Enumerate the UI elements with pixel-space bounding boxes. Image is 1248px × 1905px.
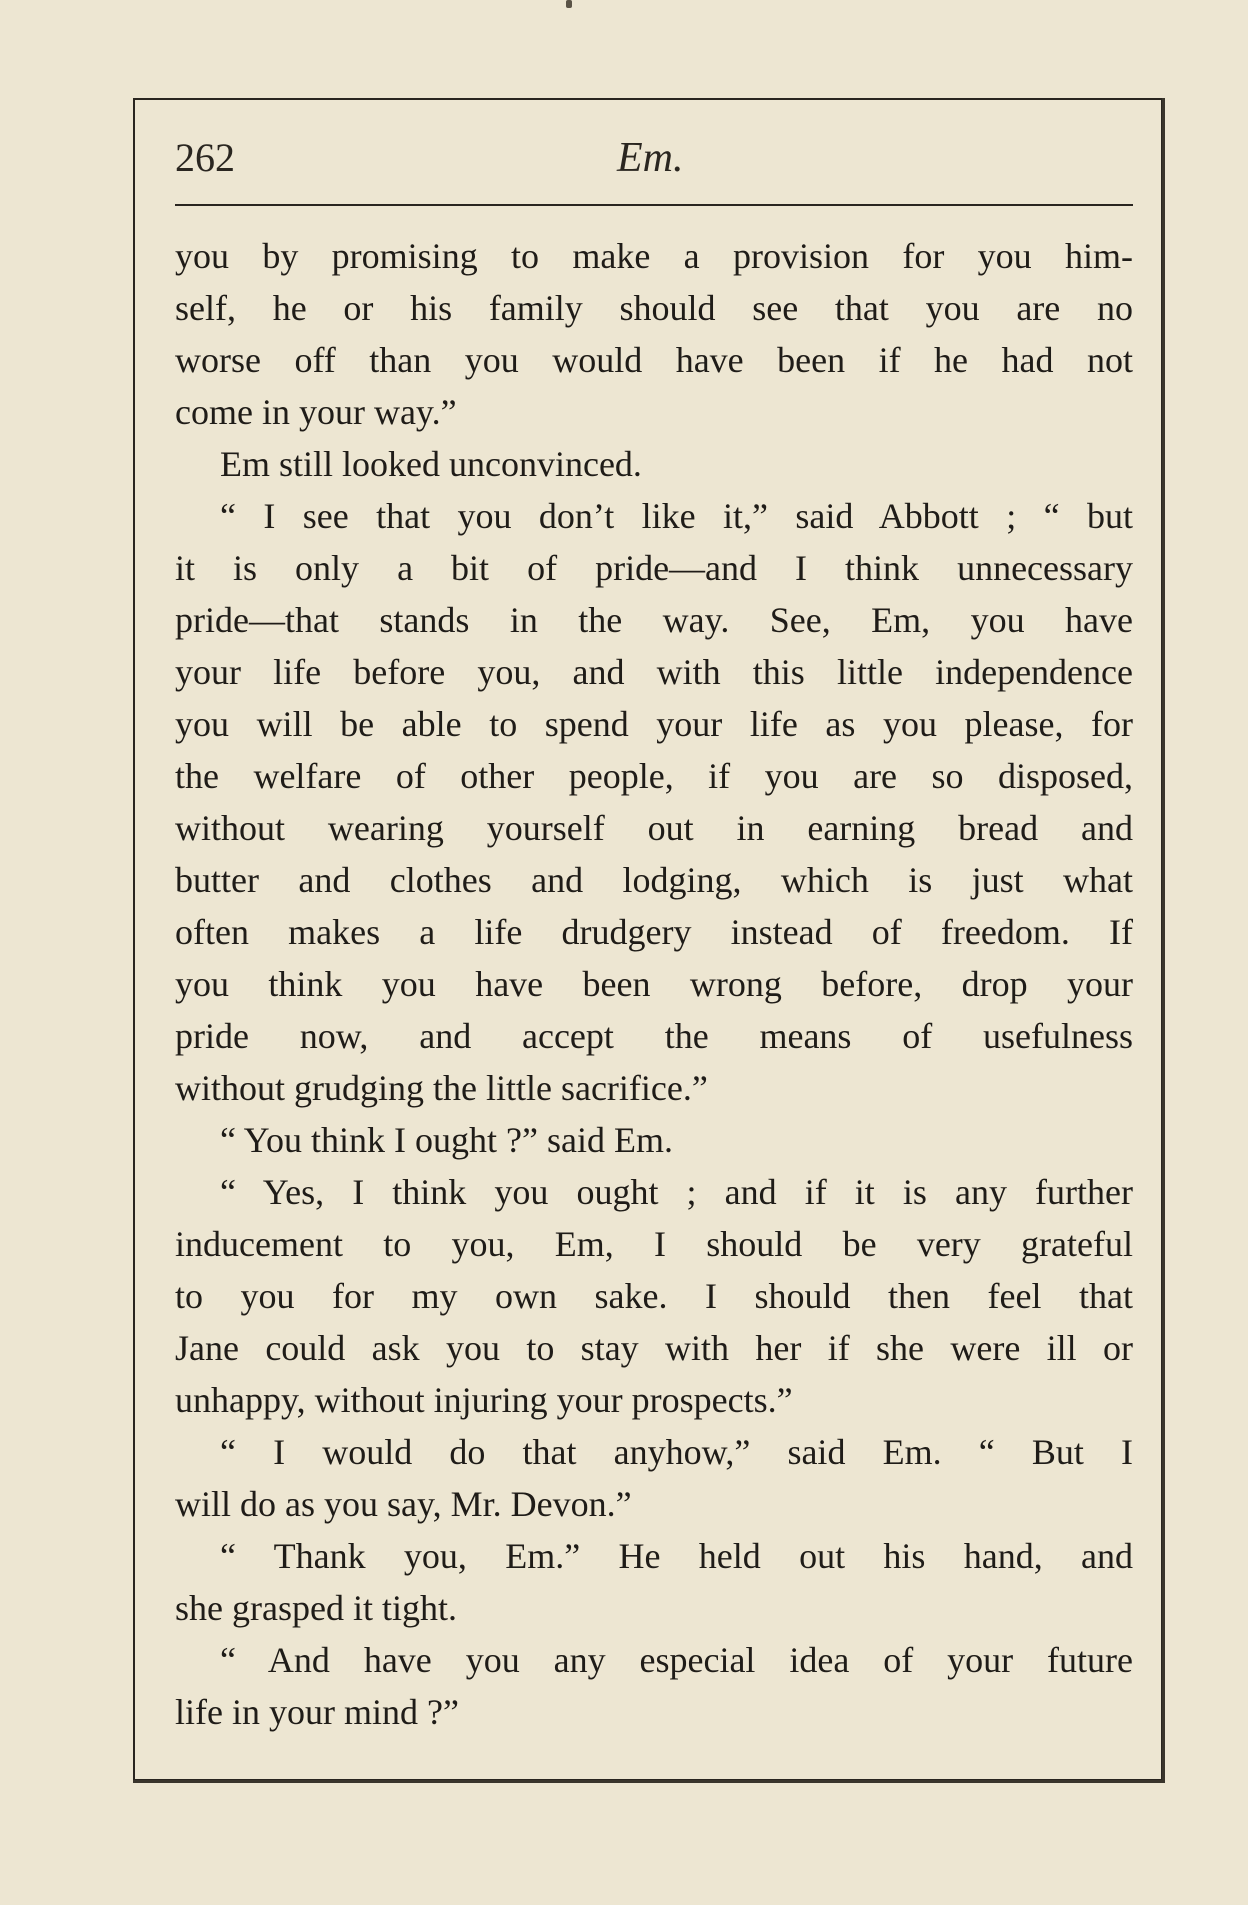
page-border-shadow-right [1162, 98, 1165, 1783]
text-line: come in your way.” [175, 392, 457, 432]
text-line: inducement to you, Em, I should be very grateful [175, 1224, 1133, 1264]
text-line: you by promising to make a provision for you him- [175, 236, 1133, 276]
text-line: often makes a life drudgery instead of freedom. If [175, 912, 1133, 952]
text-line: she grasped it tight. [175, 1588, 457, 1628]
page-border-shadow-bottom [133, 1780, 1165, 1783]
text-line: Em still looked unconvinced. [220, 444, 642, 484]
text-line: the welfare of other people, if you are so disposed, [175, 756, 1133, 796]
text-line: you think you have been wrong before, drop your [175, 964, 1133, 1004]
text-line: “ You think I ought ?” said Em. [220, 1120, 673, 1160]
header-rule [175, 204, 1133, 206]
text-line: “ I see that you don’t like it,” said Abbott ; “ but [220, 496, 1133, 536]
running-head [175, 130, 1133, 190]
running-title: Em. [617, 135, 684, 181]
page-number: 262 [175, 135, 235, 180]
text-line: life in your mind ?” [175, 1692, 459, 1732]
ink-speck [566, 0, 572, 8]
text-line: without wearing yourself out in earning bread and [175, 808, 1133, 848]
text-line: “ And have you any especial idea of your future [220, 1640, 1133, 1680]
text-line: without grudging the little sacrifice.” [175, 1068, 708, 1108]
text-line: pride now, and accept the means of usefulness [175, 1016, 1133, 1056]
text-line: pride—that stands in the way. See, Em, you have [175, 600, 1133, 640]
text-line: “ I would do that anyhow,” said Em. “ But I [220, 1432, 1133, 1472]
text-line: butter and clothes and lodging, which is just what [175, 860, 1133, 900]
text-line: will do as you say, Mr. Devon.” [175, 1484, 632, 1524]
text-line: your life before you, and with this little independence [175, 652, 1133, 692]
text-line: unhappy, without injuring your prospects.” [175, 1380, 793, 1420]
text-line: to you for my own sake. I should then feel that [175, 1276, 1133, 1316]
text-line: “ Thank you, Em.” He held out his hand, and [220, 1536, 1133, 1576]
text-line: self, he or his family should see that you are no [175, 288, 1133, 328]
body-text [175, 230, 1133, 1738]
text-line: worse off than you would have been if he had not [175, 340, 1133, 380]
text-line: Jane could ask you to stay with her if she were ill or [175, 1328, 1133, 1368]
text-line: “ Yes, I think you ought ; and if it is any further [220, 1172, 1133, 1212]
text-line: you will be able to spend your life as you please, for [175, 704, 1133, 744]
text-line: it is only a bit of pride—and I think unnecessary [175, 548, 1133, 588]
